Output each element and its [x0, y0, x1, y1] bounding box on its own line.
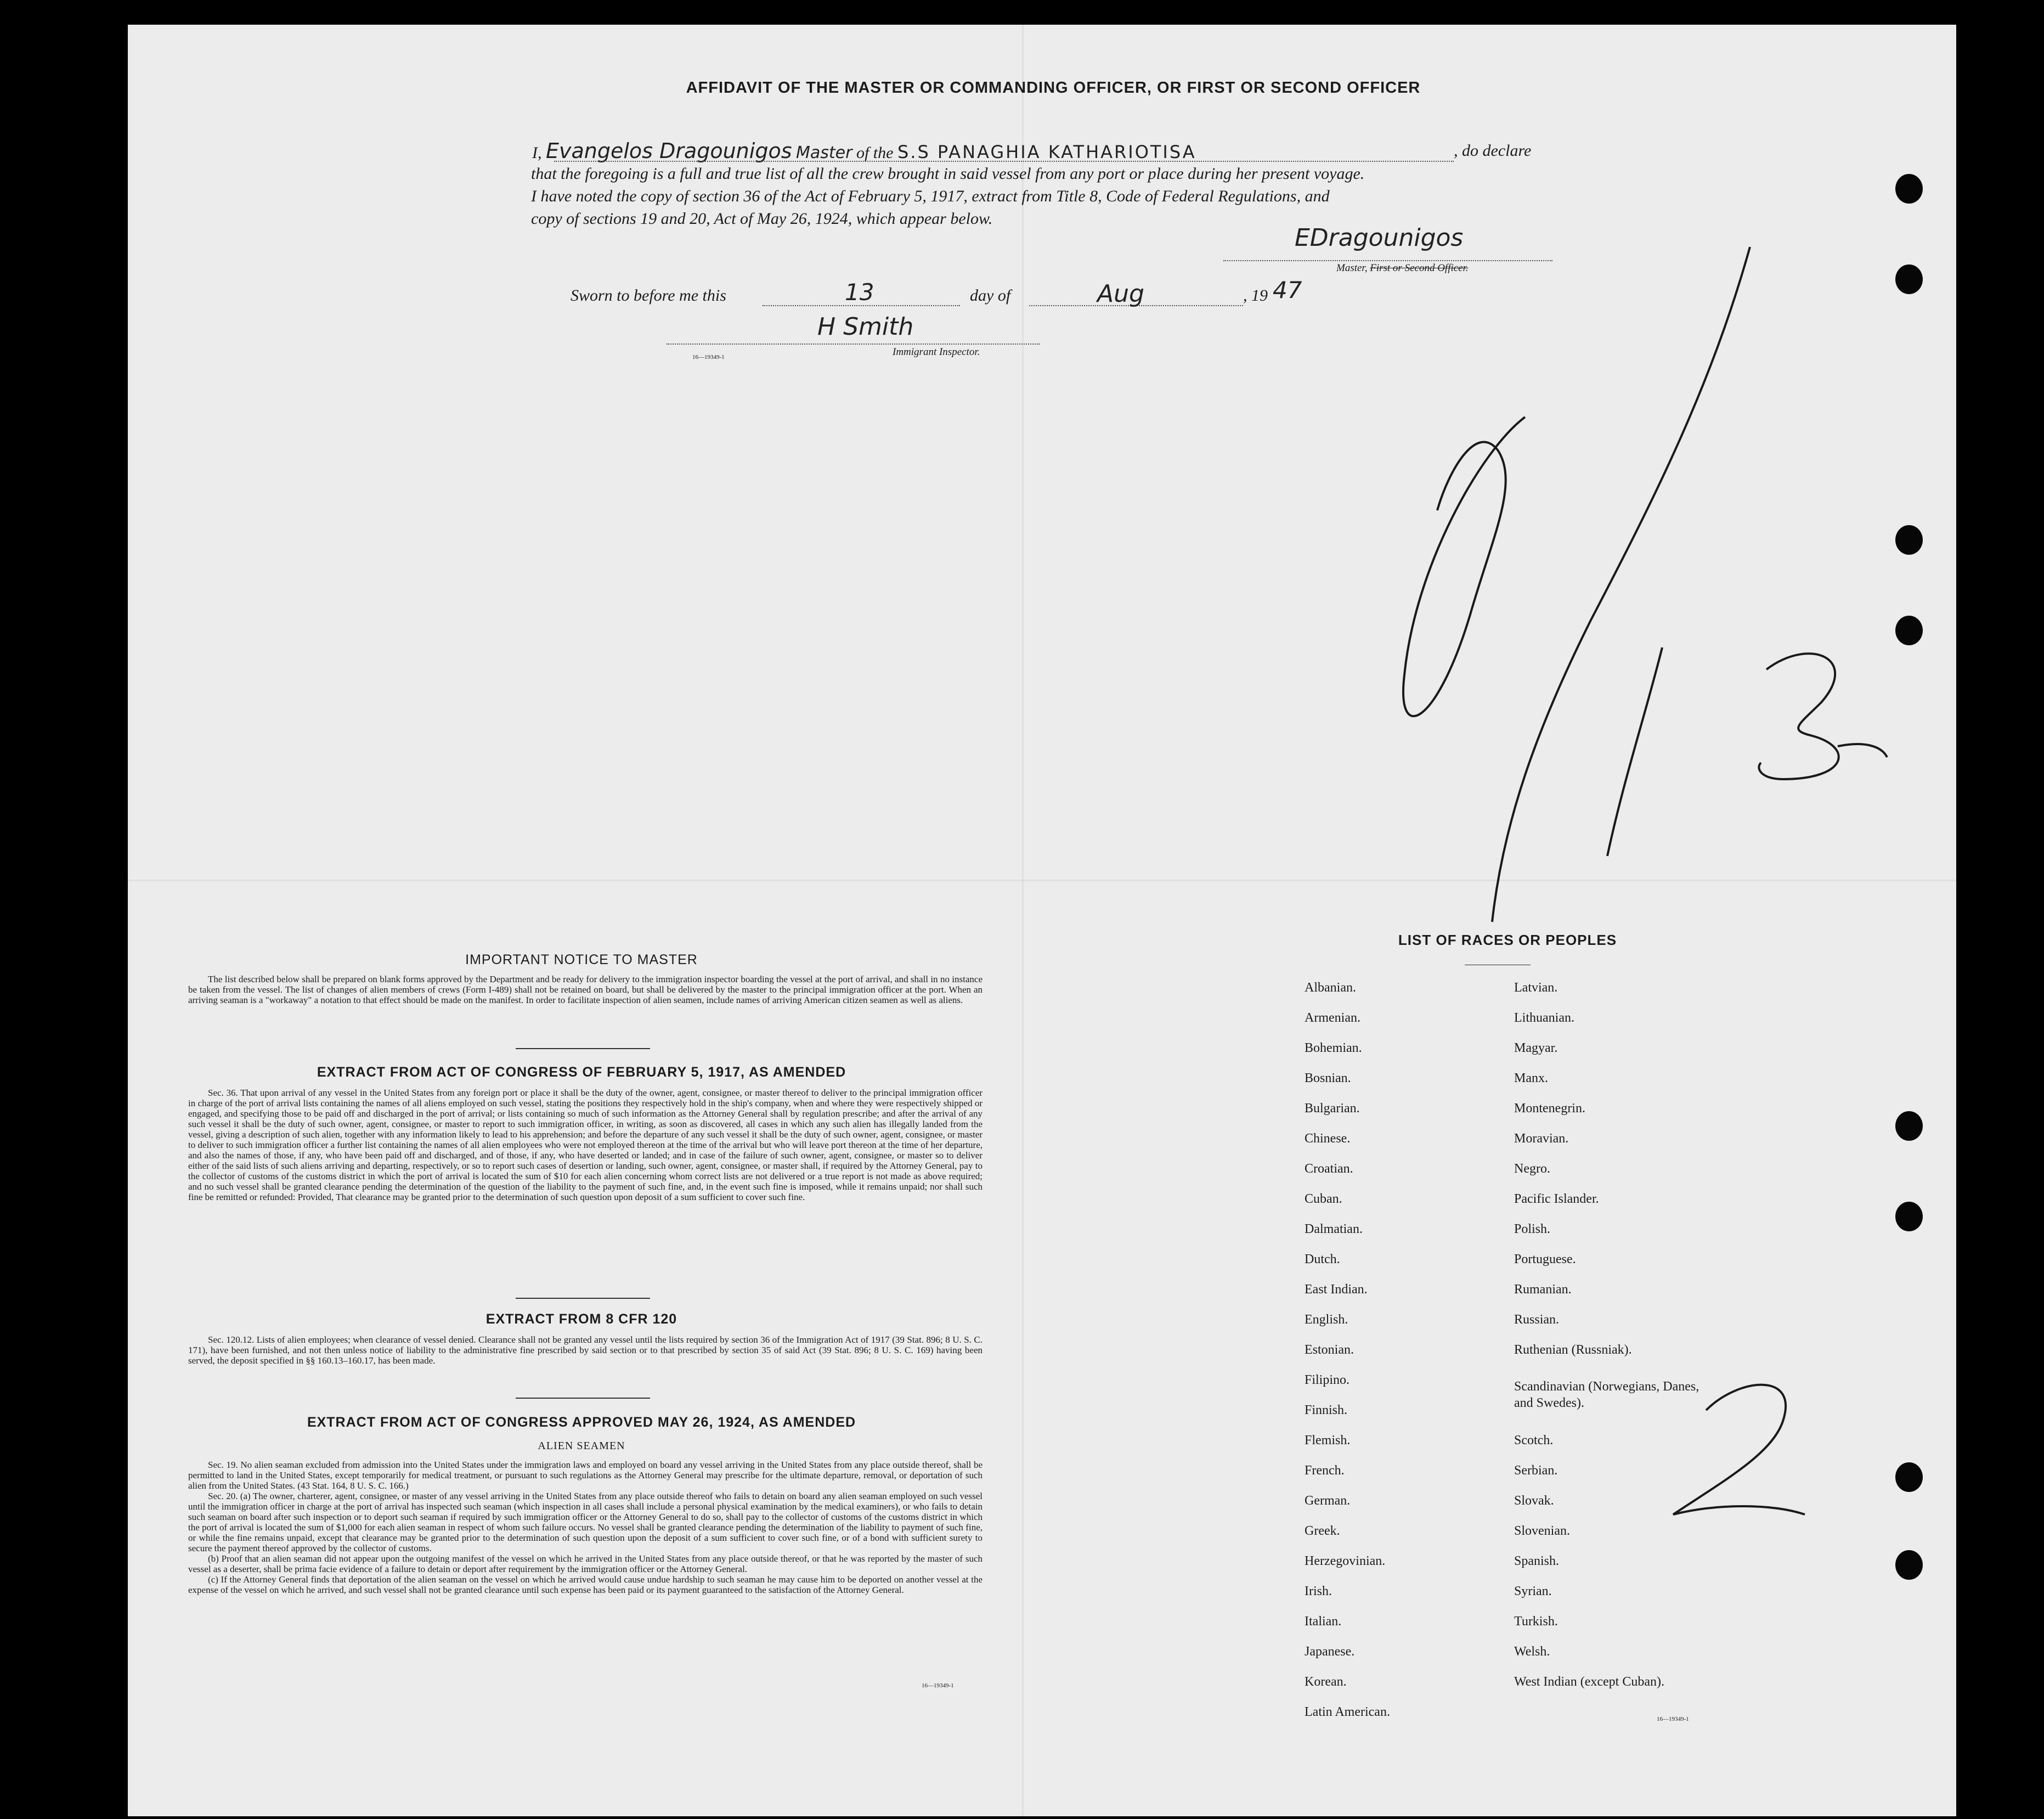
inspector-caption: Immigrant Inspector. [893, 346, 980, 358]
race-item: Italian. [1305, 1614, 1342, 1629]
signature-caption-struck: First or Second Officer. [1370, 262, 1469, 274]
race-item: Bulgarian. [1305, 1101, 1360, 1116]
extract-1917-paragraph: Sec. 36. That upon arrival of any vessel in the United States from any foreign port or place it shall be the duty of the owner, agent, consignee, or master thereof to deliver to the principal immigration officer in charge of the port of arrival lists containing the names of all aliens employed on such vessel, stating the positions they respectively hold in the ship's company, when and where they were respectively shipped or engaged, and specifying those to be paid off and discharged in the port of arrival; or lists containing so much of such information as the Attorney General shall by regulation prescribe; and after the arrival of any such vessel it shall be the duty of such owner, agent, consignee, or master to report to such immigration officer, in writing, as soon as discovered, all cases in which any such alien has illegally landed from the vessel, giving a description of such alien, together with any information likely to lead to his apprehension; and before the departure of any such vessel it shall be the duty of such owner, agent, consignee, or master to deliver to such immigration officer a further list containing the names of all alien employees who were not employed thereon at the time of the arrival but who will leave port thereon at the time of her departure, and also the names of those, if any, who have been paid off and discharged, and of those, if any, who have deserted or landed; and in case of the failure of such owner, agent, consignee, or master so to deliver either of the said lists of such aliens arriving and departing, respectively, or so to report such cases of desertion or landing, such owner, agent, consignee, or master shall, if required by the Attorney General, pay to the collector of customs of the customs district in which the port of arrival is located the sum of $10 for each alien concerning whom correct lists are not delivered or a true report is not made as above required; and no such vessel shall be granted clearance pending the determination of the question of the liability to the payment of such fine, and, in the event such fine is imposed, while it remains unpaid; nor shall such fine be remitted or refunded: Provided, That clearance may be granted prior to the determination of such question upon deposit of a sum sufficient to cover such fine. [188, 1088, 983, 1202]
vessel-name-handwritten: S.S PANAGHIA KATHARIOTISA [897, 142, 1196, 162]
race-item: Herzegovinian. [1305, 1554, 1386, 1568]
master-signature: EDragounigos [1295, 224, 1464, 252]
notice-paragraph: The list described below shall be prepared on blank forms approved by the Department and be ready for delivery to the immigration inspector boarding the vessel at the port of arrival, and shall in no instance be taken from the vessel. The list of changes of alien members of crews (Form I-489) shall not be retained on board, but shall be delivered by the master to the principal immigration officer at the port. When an arriving seaman is a "workaway" a notation to that effect should be made on the manifest. In order to facilitate inspection of alien seamen, include names of arriving American citizen seamen as well as aliens. [188, 974, 983, 1005]
race-item: Finnish. [1305, 1403, 1348, 1417]
extract-1924-subtitle: ALIEN SEAMEN [538, 1440, 625, 1452]
extract-cfr-title: EXTRACT FROM 8 CFR 120 [485, 1311, 677, 1327]
race-item: Magyar. [1514, 1041, 1558, 1055]
race-item: Latin American. [1305, 1705, 1390, 1719]
race-item: Estonian. [1305, 1343, 1354, 1357]
extract-1924-sec20c: (c) If the Attorney General finds that deportation of the alien seaman on the vessel on which he arrived would cause undue hardship to such seaman he may cause him to be deported on another vessel at the expense of the vessel on which he arrived, and such vessel shall not be granted clearance until such expense has been paid or its payment guaranteed to the satisfaction of the Attorney General. [188, 1574, 983, 1595]
declaration-prefix: I, [532, 144, 542, 162]
extract-cfr-paragraph: Sec. 120.12. Lists of alien employees; when clearance of vessel denied. Clearance shall not be granted any vessel until the lists required by section 36 of the Immigration Act of 1917 (39 Stat. 896; 8 U. S. C. 171), have been furnished, and not then unless notice of liability to the administrative fine prescribed by said section or to that prescribed by section 35 of said Act (39 Stat. 896; 8 U. S. C. 169) having been served, the deposit specified in §§ 160.13–160.17, has been made. [188, 1334, 983, 1366]
handwritten-date-8 [1403, 417, 1525, 716]
race-item: English. [1305, 1313, 1348, 1327]
race-item: Dutch. [1305, 1252, 1340, 1266]
race-item: Moravian. [1514, 1131, 1569, 1146]
race-item: Latvian. [1514, 981, 1558, 995]
race-item: Turkish. [1514, 1614, 1558, 1629]
race-item: French. [1305, 1463, 1345, 1478]
inspector-signature: H Smith [817, 313, 914, 341]
declaration-line-4: copy of sections 19 and 20, Act of May 26, 1924, which appear below. [531, 210, 993, 228]
race-item: Filipino. [1305, 1373, 1350, 1387]
race-item: Polish. [1514, 1222, 1551, 1236]
race-item: Bosnian. [1305, 1071, 1351, 1085]
extract-1924-title: EXTRACT FROM ACT OF CONGRESS APPROVED MAY 26, 1924, AS AMENDED [307, 1415, 856, 1430]
declaration-line-3: I have noted the copy of section 36 of the Act of February 5, 1917, extract from Title 8, Code of Federal Regulations, and [531, 187, 1330, 205]
sworn-day-handwritten: 13 [845, 279, 874, 306]
race-item: Irish. [1305, 1584, 1332, 1598]
extract-1924-sec19: Sec. 19. No alien seaman excluded from admission into the United States under the immigration laws and employed on board any vessel arriving in the United States from any place outside thereof, shall be permitted to land in the United States, except temporarily for medical treatment, or pursuant to such regulations as the Attorney General may prescribe for the ultimate departure, removal, or deportation of such alien from the United States. (43 Stat. 164, 8 U. S. C. 166.) [188, 1460, 983, 1491]
race-item: Ruthenian (Russniak). [1514, 1343, 1632, 1357]
race-item: Greek. [1305, 1524, 1340, 1538]
race-item: East Indian. [1305, 1282, 1368, 1297]
race-item: Negro. [1514, 1162, 1550, 1176]
race-item: Lithuanian. [1514, 1011, 1574, 1025]
affidavit-title: AFFIDAVIT OF THE MASTER OR COMMANDING OFFICER, OR FIRST OR SECOND OFFICER [686, 79, 1421, 97]
handwritten-page-number-2 [1673, 1385, 1805, 1514]
form-number-right: 16—19349-1 [1657, 1716, 1689, 1722]
races-title: LIST OF RACES OR PEOPLES [1398, 932, 1617, 948]
race-item: Slovak. [1514, 1494, 1554, 1508]
race-item: Serbian. [1514, 1463, 1558, 1478]
handwritten-date-slash [1492, 247, 1750, 922]
sworn-year-handwritten: 47 [1273, 277, 1302, 303]
race-item: Welsh. [1514, 1645, 1550, 1659]
master-name-handwritten: Evangelos Dragounigos [546, 139, 792, 163]
form-number-left: 16—19349-1 [922, 1682, 954, 1689]
race-item: Albanian. [1305, 981, 1356, 995]
race-item: Bohemian. [1305, 1041, 1362, 1055]
race-item: Manx. [1514, 1071, 1548, 1085]
race-item: Scandinavian (Norwegians, Danes, and Swedes). [1514, 1379, 1699, 1410]
sworn-label: Sworn to before me this [571, 286, 726, 305]
race-item: Slovenian. [1514, 1524, 1570, 1538]
race-item: Russian. [1514, 1313, 1560, 1327]
of-the-label: of the [856, 144, 894, 162]
extract-1924-sec20b: (b) Proof that an alien seaman did not appear upon the outgoing manifest of the vessel on which he arrived in the United States from any place outside thereof, or that he was reported by the master of such vessel as a deserter, shall be prima facie evidence of a failure to detain or deport after requirement by the immigration officer or the Attorney General. [188, 1553, 983, 1574]
race-item: Spanish. [1514, 1554, 1560, 1568]
race-item: Korean. [1305, 1675, 1347, 1689]
declaration-line-2: that the foregoing is a full and true list of all the crew brought in said vessel from any port or place during her present voyage. [531, 165, 1365, 183]
race-item: Rumanian. [1514, 1282, 1572, 1297]
signature-caption-master: Master, [1336, 262, 1368, 274]
do-declare-text: , do declare [1454, 142, 1532, 160]
race-item: German. [1305, 1494, 1351, 1508]
year-prefix: , 19 [1243, 286, 1268, 305]
race-item: Scotch. [1514, 1433, 1554, 1448]
race-item: Japanese. [1305, 1645, 1355, 1659]
race-item: Croatian. [1305, 1162, 1353, 1176]
race-item: Cuban. [1305, 1192, 1342, 1206]
race-item: Pacific Islander. [1514, 1192, 1599, 1206]
race-item: Armenian. [1305, 1011, 1360, 1025]
sworn-month-handwritten: Aug [1097, 280, 1144, 308]
day-of-label: day of [970, 286, 1011, 305]
race-item: Flemish. [1305, 1433, 1351, 1448]
handwritten-date-1 [1607, 647, 1662, 856]
race-item: West Indian (except Cuban). [1514, 1675, 1664, 1689]
form-number-top: 16—19349-1 [692, 354, 725, 361]
race-item: Syrian. [1514, 1584, 1552, 1598]
race-item: Portuguese. [1514, 1252, 1576, 1266]
race-item: Montenegrin. [1514, 1101, 1585, 1116]
extract-1924-sec20a: Sec. 20. (a) The owner, charterer, agent, consignee, or master of any vessel arriving in the United States from any place outside thereof who fails to detain on board any alien seaman employed on such vessel until the immigration officer in charge at the port of arrival has inspected such seaman (which inspection in all cases shall include a personal physical examination by the medical examiners), or who fails to detain such seaman on board after such inspection or to deport such seaman if required by such immigration officer or the Attorney General to do so, shall pay to the collector of customs of the customs district in which the port of arrival is located the sum of $1,000 for each alien seaman in respect of whom such failure occurs. No vessel shall be granted clearance pending the determination of the liability to payment of such fine, or while the fine remains unpaid, except that clearance may be granted prior to the determination of such question upon the deposit of a sum sufficient to cover such fine, or of a bond with sufficient surety to secure the payment thereof approved by the collector of customs. [188, 1491, 983, 1553]
notice-title: IMPORTANT NOTICE TO MASTER [465, 952, 698, 967]
handwritten-date-3 [1759, 654, 1887, 779]
master-title-handwritten: Master [796, 143, 852, 162]
race-item: Dalmatian. [1305, 1222, 1363, 1236]
race-item: Chinese. [1305, 1131, 1351, 1146]
extract-1917-title: EXTRACT FROM ACT OF CONGRESS OF FEBRUARY 5, 1917, AS AMENDED [317, 1065, 846, 1080]
